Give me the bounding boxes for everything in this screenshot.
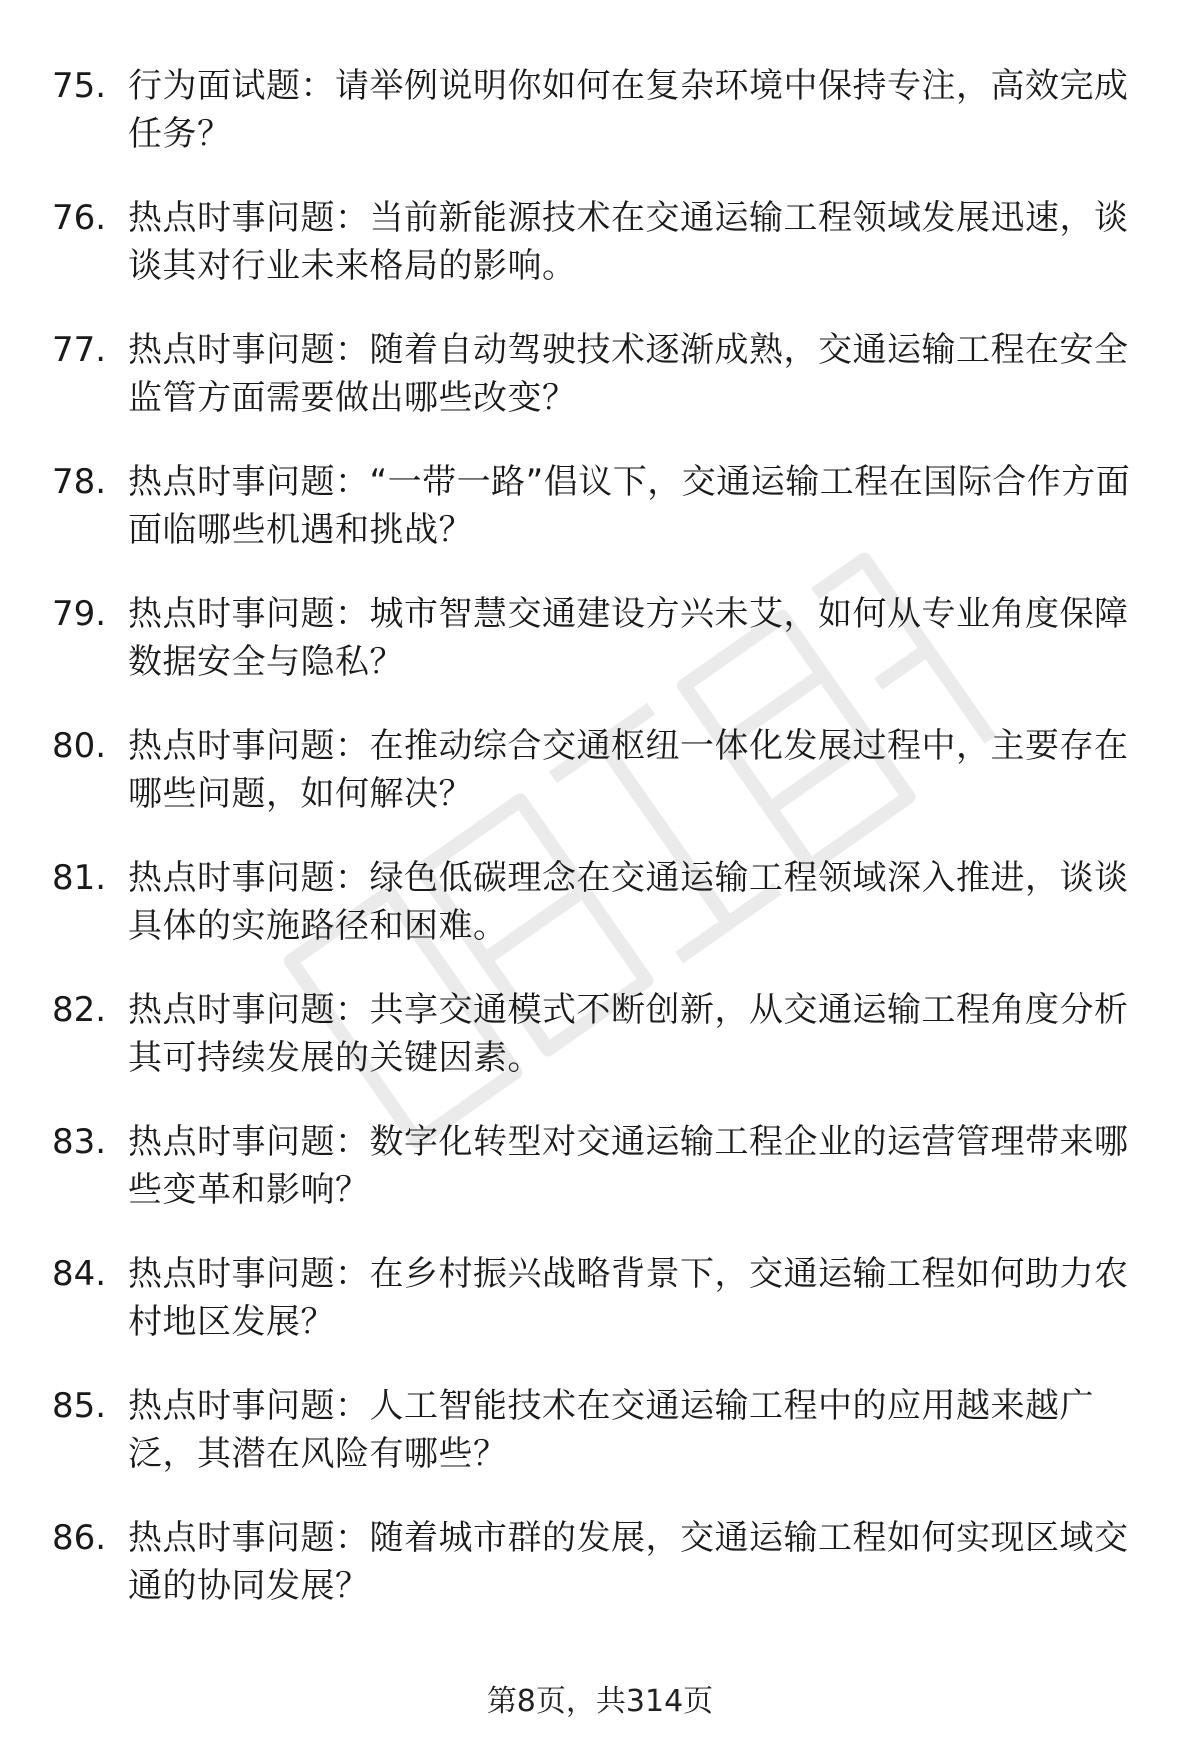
question-number: 75.: [52, 66, 107, 106]
question-number: 84.: [52, 1254, 107, 1294]
question-number: 85.: [52, 1386, 107, 1426]
list-item: [52, 62, 1152, 194]
question-text: 热点时事问题：人工智能技术在交通运输工程中的应用越来越广泛，其潜在风险有哪些？: [128, 1386, 1094, 1474]
question-number: 78.: [52, 462, 107, 502]
page-footer: 第8页，共314页: [486, 1684, 714, 1719]
list-item: [52, 458, 1152, 590]
list-item: [52, 1514, 1152, 1646]
question-text: 热点时事问题：当前新能源技术在交通运输工程领域发展迅速，谈谈其对行业未来格局的影响。: [128, 198, 1129, 286]
list-item: [52, 194, 1152, 326]
question-number: 79.: [52, 594, 107, 634]
question-text: 热点时事问题：城市智慧交通建设方兴未艾，如何从专业角度保障数据安全与隐私？: [128, 594, 1129, 682]
question-text: 热点时事问题：共享交通模式不断创新，从交通运输工程角度分析其可持续发展的关键因素。: [128, 990, 1129, 1078]
question-number: 81.: [52, 858, 107, 898]
list-item: [52, 1250, 1152, 1382]
question-number: 82.: [52, 990, 107, 1030]
list-item: [52, 854, 1152, 986]
question-text: 热点时事问题：数字化转型对交通运输工程企业的运营管理带来哪些变革和影响？: [128, 1122, 1129, 1210]
list-item: [52, 722, 1152, 854]
question-text: 热点时事问题：“一带一路”倡议下，交通运输工程在国际合作方面面临哪些机遇和挑战？: [128, 462, 1131, 550]
question-text: 热点时事问题：在乡村振兴战略背景下，交通运输工程如何助力农村地区发展？: [128, 1254, 1129, 1342]
question-number: 77.: [52, 330, 107, 370]
list-item: [52, 1118, 1152, 1250]
question-text: 热点时事问题：绿色低碳理念在交通运输工程领域深入推进，谈谈具体的实施路径和困难。: [128, 858, 1129, 946]
question-number: 76.: [52, 198, 107, 238]
question-list: [52, 62, 1152, 1646]
question-text: 热点时事问题：随着城市群的发展，交通运输工程如何实现区域交通的协同发展？: [128, 1518, 1129, 1606]
question-number: 86.: [52, 1518, 107, 1558]
question-text: 行为面试题：请举例说明你如何在复杂环境中保持专注，高效完成任务？: [128, 66, 1129, 154]
question-text: 热点时事问题：随着自动驾驶技术逐渐成熟，交通运输工程在安全监管方面需要做出哪些改变？: [128, 330, 1129, 418]
list-item: [52, 986, 1152, 1118]
question-number: 80.: [52, 726, 107, 766]
list-item: [52, 1382, 1152, 1514]
list-item: [52, 590, 1152, 722]
list-item: [52, 326, 1152, 458]
question-number: 83.: [52, 1122, 107, 1162]
question-text: 热点时事问题：在推动综合交通枢纽一体化发展过程中，主要存在哪些问题，如何解决？: [128, 726, 1129, 814]
